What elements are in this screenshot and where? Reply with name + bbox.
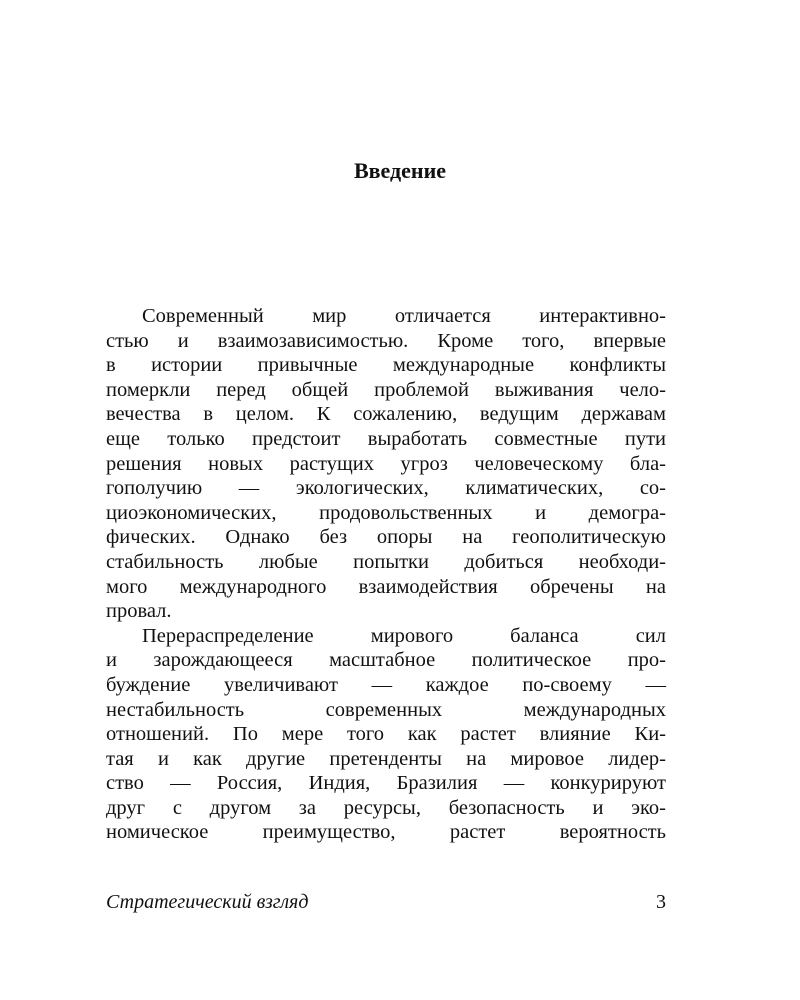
text-line: циоэкономических, продовольственных и демогра- <box>106 501 666 524</box>
text-line: и зарождающееся масштабное политическое про- <box>106 649 666 672</box>
text-line: провал. <box>106 600 172 623</box>
page-number: 3 <box>656 891 666 913</box>
page-footer <box>106 889 666 915</box>
text-line: гополучию — экологических, климатических, со- <box>106 477 666 500</box>
chapter-heading: Введение <box>353 158 447 183</box>
text-line: Перераспределение мирового баланса сил <box>142 624 666 647</box>
text-line: нестабильность современных международных <box>106 698 666 721</box>
text-line: ство — Россия, Индия, Бразилия — конкурируют <box>106 772 666 795</box>
text-line: решения новых растущих угроз человеческому бла- <box>106 452 666 475</box>
text-line: померкли перед общей проблемой выживания чело- <box>106 378 666 401</box>
text-line: фических. Однако без опоры на геополитическую <box>106 526 666 549</box>
text-line: стью и взаимозависимостью. Кроме того, впервые <box>106 329 666 352</box>
paragraph-1 <box>106 304 666 624</box>
text-line: Современный мир отличается интерактивно- <box>142 305 666 327</box>
paragraph-2 <box>106 624 666 845</box>
body-text <box>106 304 666 845</box>
text-line: номическое преимущество, растет вероятность <box>106 821 666 844</box>
text-line: буждение увеличивают — каждое по-своему — <box>106 673 666 696</box>
text-line: отношений. По мере того как растет влияние Ки- <box>106 723 666 746</box>
text-line: тая и как другие претенденты на мировое лидер- <box>106 747 666 770</box>
text-line: мого международного взаимодействия обречены на <box>106 575 666 598</box>
text-line: вечества в целом. К сожалению, ведущим державам <box>106 403 666 426</box>
text-line: друг с другом за ресурсы, безопасность и эко- <box>106 796 666 819</box>
running-title: Стратегический взгляд <box>106 891 309 913</box>
text-line: стабильность любые попытки добиться необходи- <box>106 550 666 573</box>
text-line: в истории привычные международные конфликты <box>106 354 666 377</box>
text-line: еще только предстоит выработать совместные пути <box>106 427 666 450</box>
